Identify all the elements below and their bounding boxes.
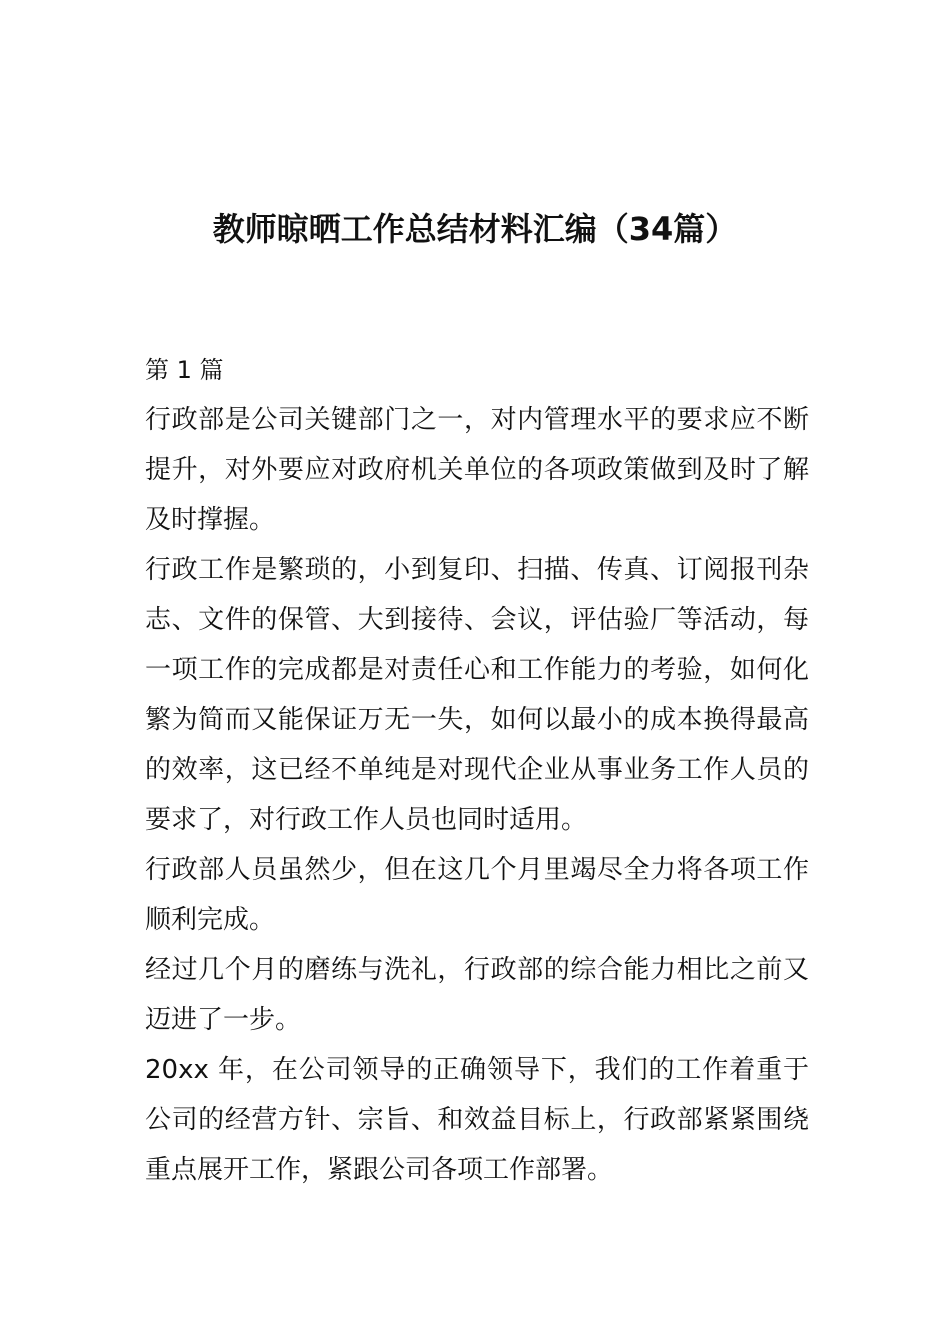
paragraph: 行政部人员虽然少，但在这几个月里竭尽全力将各项工作顺利完成。 <box>145 855 809 935</box>
paragraph: 20xx 年，在公司领导的正确领导下，我们的工作着重于公司的经营方针、宗旨、和效益目标上，行政部紧紧围绕重点展开工作，紧跟公司各项工作部署。 <box>145 1055 809 1185</box>
paragraph: 行政部是公司关键部门之一，对内管理水平的要求应不断提升，对外要应对政府机关单位的各项政策做到及时了解及时撑握。 <box>145 405 809 535</box>
document-title: 教师晾晒工作总结材料汇编（34篇） <box>212 210 738 248</box>
paragraph: 经过几个月的磨练与洗礼，行政部的综合能力相比之前又迈进了一步。 <box>145 955 809 1035</box>
section-label: 第 1 篇 <box>145 356 224 384</box>
paragraph: 行政工作是繁琐的，小到复印、扫描、传真、订阅报刊杂志、文件的保管、大到接待、会议，评估验厂等活动，每一项工作的完成都是对责任心和工作能力的考验，如何化繁为简而又能保证万无一失，如何以最小的成本换得最高的效率，这已经不单纯是对现代企业从事业务工作人员的要求了，对行政工作人员也同时适用。 <box>145 555 809 835</box>
document-body <box>145 345 809 1195</box>
